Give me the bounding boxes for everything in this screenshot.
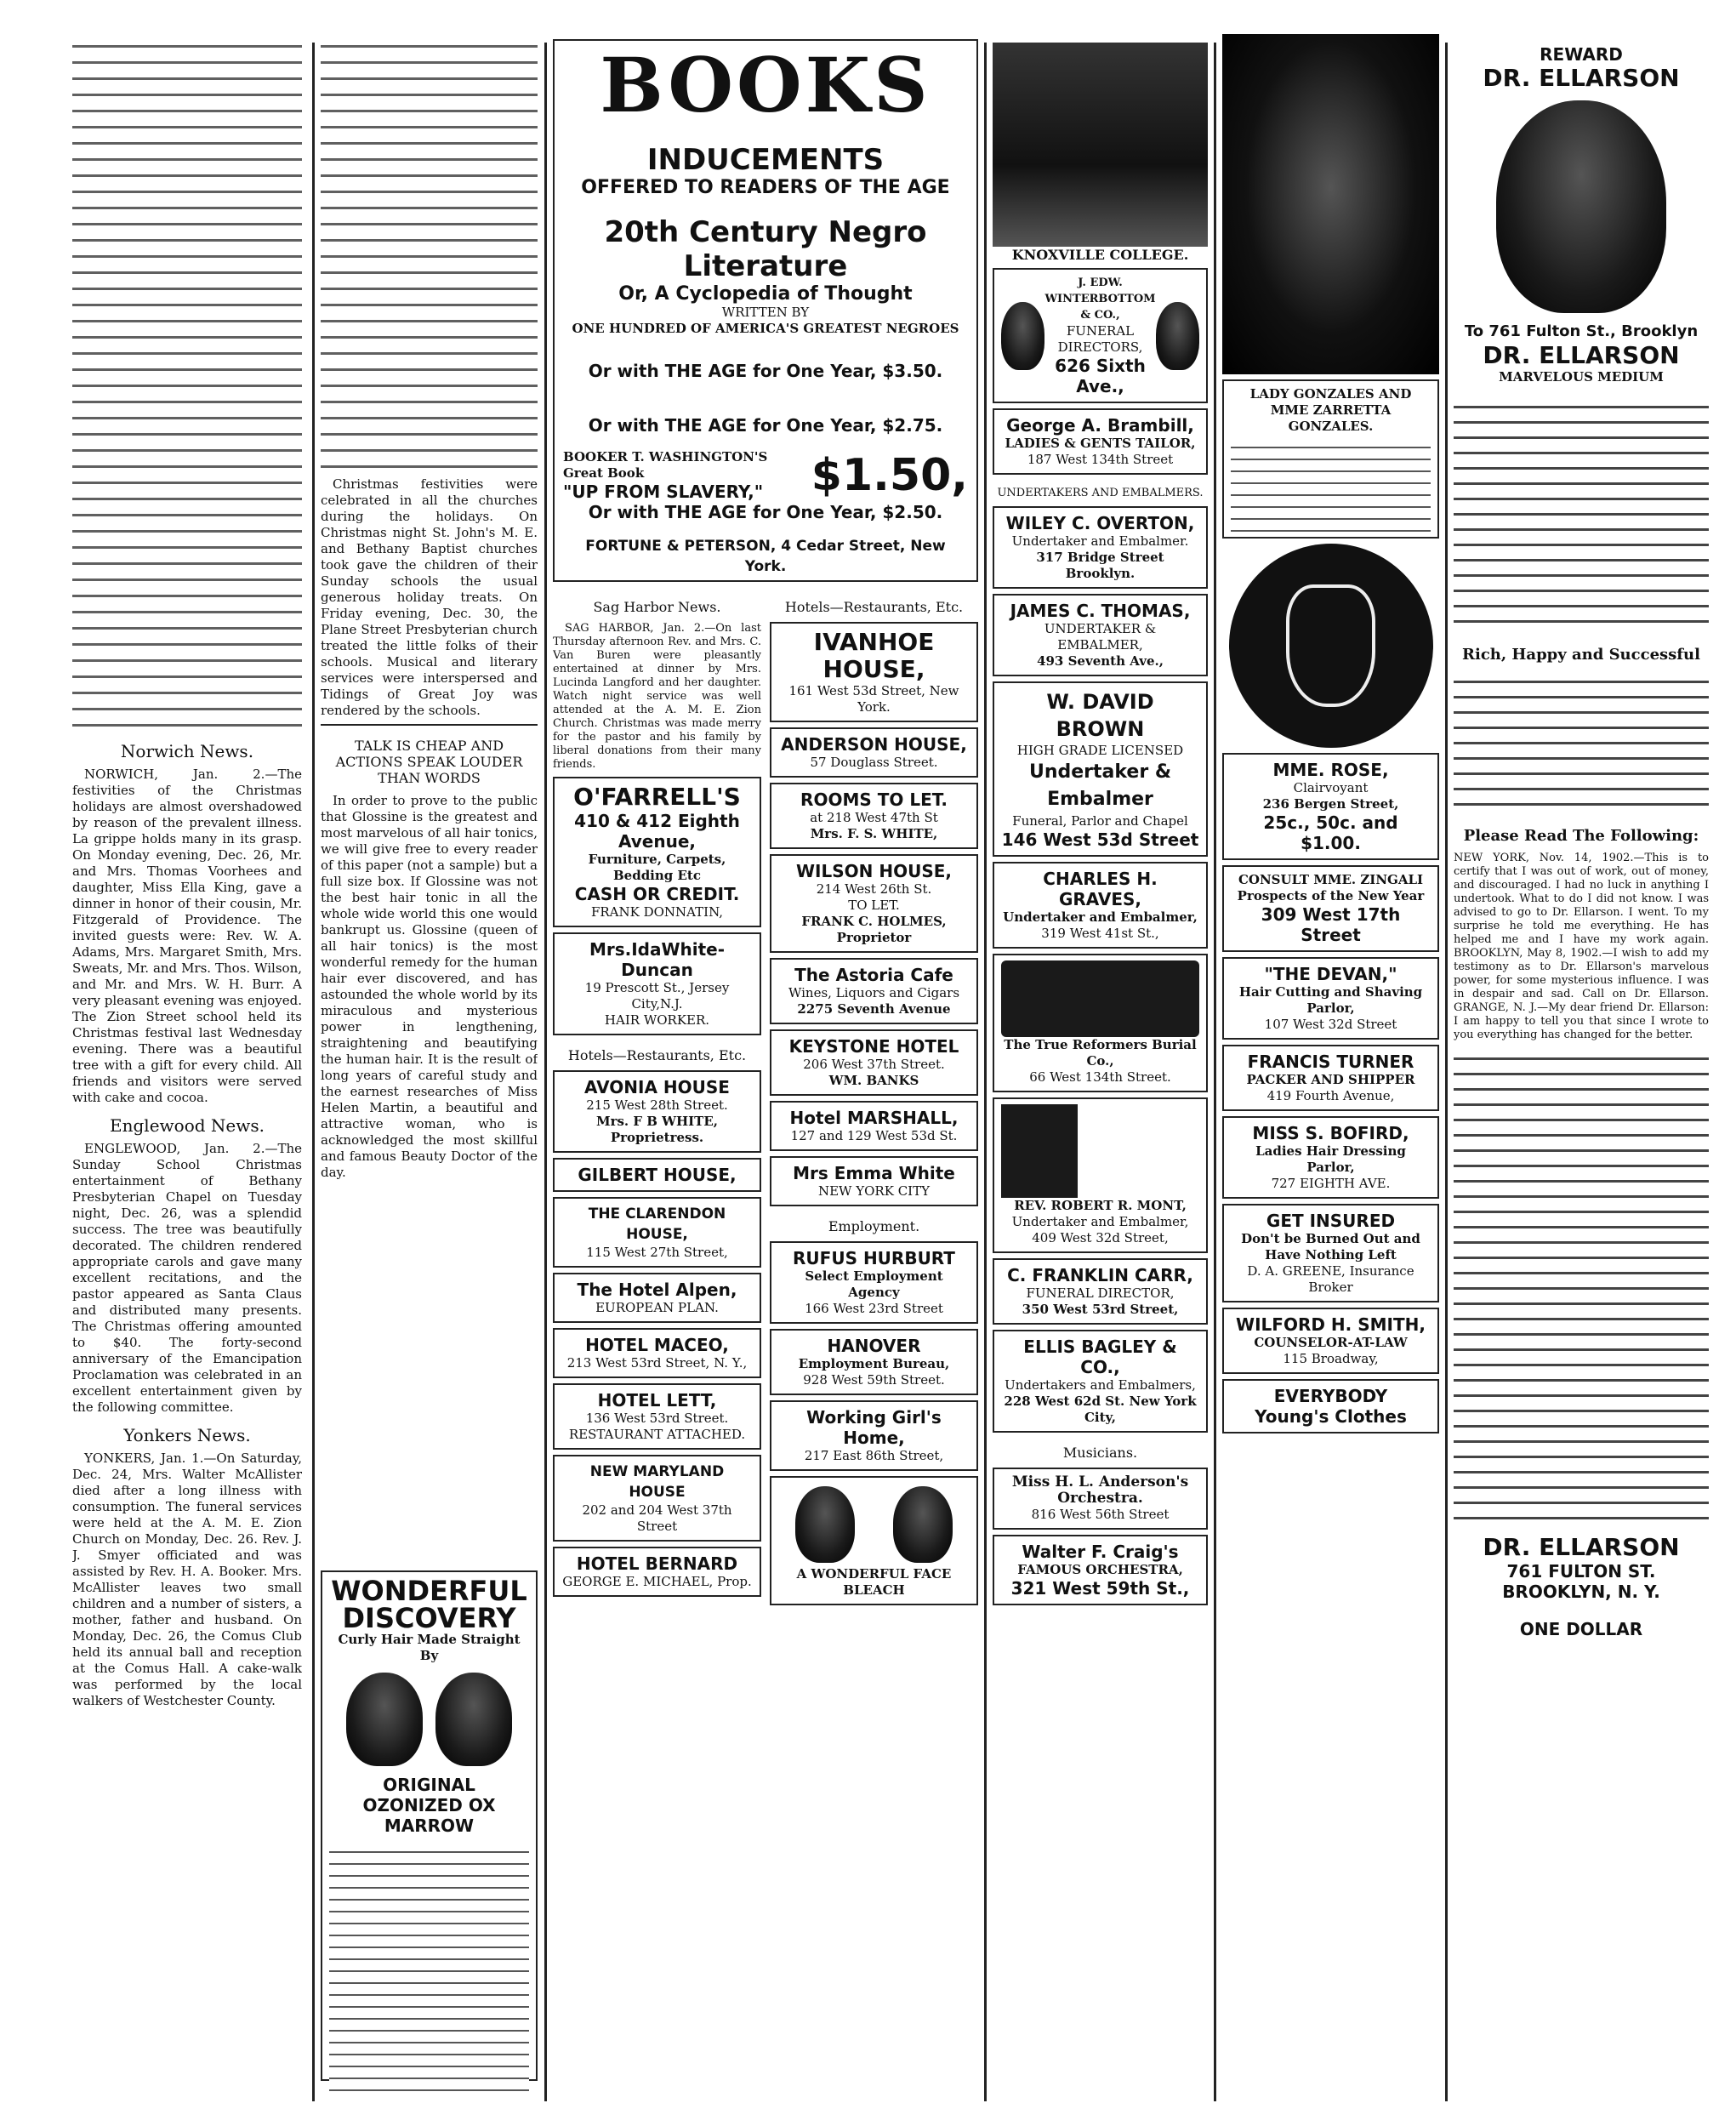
keystone-addr: 206 West 37th Street. xyxy=(803,1057,945,1072)
thomas-ad xyxy=(993,594,1208,676)
rose-ad xyxy=(1222,753,1439,860)
maceo-name: HOTEL MACEO, xyxy=(585,1335,729,1355)
clarendon-ad xyxy=(553,1197,761,1268)
englewood-article: ENGLEWOOD, Jan. 2.—The Sunday School Christmas entertainment of Bethany Presbyterian Chapel on Tuesday night, Dec. 26, was a splendid success. The tree was beautifully decorated. The children rendered appropriate carols and gave many excellent recitations, and the pastor appeared as Santa Claus and distributed many presents. The Christmas offering amounted to $40. The forty-second anniversary of the Emancipation Proclamation was celebrated in an excellent entertainment given by the following committee. xyxy=(72,1141,302,1415)
ofarrell-goods: Furniture, Carpets, Bedding Etc xyxy=(588,852,726,883)
column-1 xyxy=(72,34,302,2110)
white-ad xyxy=(770,1156,978,1206)
wilson-let: TO LET. xyxy=(848,898,900,913)
turner-addr: 419 Fourth Avenue, xyxy=(1266,1088,1395,1103)
lett-addr: 136 West 53rd Street. xyxy=(585,1411,729,1426)
wilson-name: WILSON HOUSE, xyxy=(796,861,952,881)
undertakers-heading: UNDERTAKERS AND EMBALMERS. xyxy=(997,487,1204,499)
carr-ad xyxy=(993,1258,1208,1325)
reward-label: REWARD xyxy=(1540,44,1623,65)
lett-ad xyxy=(553,1383,761,1450)
bagley-sub: Undertakers and Embalmers, xyxy=(1005,1377,1196,1393)
zingali-ad xyxy=(1222,865,1439,952)
craig-sub: FAMOUS ORCHESTRA, xyxy=(1017,1562,1183,1577)
overton-name: WILEY C. OVERTON, xyxy=(1005,513,1195,533)
illegible-article xyxy=(321,34,538,476)
ellarson-portrait xyxy=(1496,100,1666,313)
clarendon-addr: 115 West 27th Street, xyxy=(586,1245,728,1260)
rooms-heading: ROOMS TO LET. xyxy=(800,789,948,810)
bernard-name: HOTEL BERNARD xyxy=(576,1553,738,1574)
yonkers-article: YONKERS, Jan. 1.—On Saturday, Dec. 24, Mrs. Walter McAllister died after a long illness with consumption. The funeral services were held at the A. M. E. Zion Church on Monday, Dec. 26. Rev. J. J. Smyer officiated and was assisted by Rev. H. A. Booker. Mrs. McAllister leaves two small children and a number of sisters, a mother, father and husband. On Monday, Dec. 26, the Comus Club held its annual ball and reception at the Comus Hall. A cake-walk was performed by the local walkers of Westchester County. xyxy=(72,1451,302,1708)
testimonials-continued xyxy=(1454,1047,1709,1524)
brown-ad xyxy=(993,681,1208,857)
column-rule xyxy=(312,43,315,2101)
ofarrell-addr: 410 & 412 Eighth Avenue, xyxy=(574,811,740,852)
graves-ad xyxy=(993,862,1208,949)
inducements: INDUCEMENTS xyxy=(646,143,885,177)
craig-ad xyxy=(993,1535,1208,1605)
white-addr: NEW YORK CITY xyxy=(817,1183,931,1199)
marshall-addr: 127 and 129 West 53d St. xyxy=(790,1128,958,1143)
gilbert-ad xyxy=(553,1158,761,1192)
discovery-product-1: ORIGINAL xyxy=(383,1775,475,1795)
turner-ad xyxy=(1222,1045,1439,1111)
gonzales-fine-print xyxy=(1231,438,1431,532)
rooms-addr: at 218 West 47th St xyxy=(810,810,938,825)
zingali-addr: 309 West 17th Street xyxy=(1261,904,1401,945)
wilson-ad xyxy=(770,854,978,953)
keystone-prop: WM. BANKS xyxy=(828,1073,919,1088)
carr-name: C. FRANKLIN CARR, xyxy=(1007,1265,1193,1285)
bleach-portrait-1 xyxy=(795,1486,855,1563)
please-read-heading: Please Read The Following: xyxy=(1463,827,1699,845)
literature-sub: Or, A Cyclopedia of Thought xyxy=(618,283,913,305)
discovery-title-1: WONDERFUL xyxy=(331,1575,527,1607)
bottom-addr: 761 FULTON ST. xyxy=(1506,1561,1656,1582)
rooms-prop: Mrs. F. S. WHITE, xyxy=(810,826,938,841)
brown-name: W. DAVID BROWN xyxy=(1046,690,1154,741)
smith-addr: 115 Broadway, xyxy=(1283,1351,1379,1366)
overton-sub: Undertaker and Embalmer. xyxy=(1011,533,1189,549)
maceo-addr: 213 West 53rd Street, N. Y., xyxy=(566,1355,748,1371)
rose-addr: 236 Bergen Street, xyxy=(1262,796,1399,812)
btw-book: BOOKER T. WASHINGTON'S Great Book xyxy=(563,449,768,481)
maceo-ad xyxy=(553,1328,761,1378)
orchestra-addr: 816 West 56th Street xyxy=(1031,1507,1170,1522)
after-portrait xyxy=(435,1673,512,1766)
marshall-ad xyxy=(770,1101,978,1151)
literature-title: 20th Century Negro Literature xyxy=(604,215,927,283)
sag-heading: Sag Harbor News. xyxy=(593,599,721,615)
brown-licensed: HIGH GRADE LICENSED xyxy=(1016,743,1184,758)
moved-notice: To 761 Fulton St., Brooklyn xyxy=(1464,322,1699,340)
bleach-portrait-2 xyxy=(893,1486,953,1563)
keystone-ad xyxy=(770,1029,978,1096)
keystone-name: KEYSTONE HOTEL xyxy=(788,1036,959,1057)
mont-sub: Undertaker and Embalmer, xyxy=(1011,1214,1189,1229)
winterbottom-ad xyxy=(993,268,1208,403)
ellarson-name-mid: DR. ELLARSON xyxy=(1483,341,1680,369)
bottom-city: BROOKLYN, N. Y. xyxy=(1502,1582,1660,1602)
brambill-name: George A. Brambill, xyxy=(1006,415,1194,436)
craig-name: Walter F. Craig's xyxy=(1022,1542,1179,1562)
youngs-ad xyxy=(1222,1379,1439,1433)
portrait-left xyxy=(1001,302,1044,370)
column-rule xyxy=(1214,43,1216,2101)
ellarson-top-ad xyxy=(1454,39,1709,390)
portrait-right xyxy=(1156,302,1199,370)
maryland-name: NEW MARYLAND HOUSE xyxy=(589,1463,725,1501)
overton-addr: 317 Bridge Street Brooklyn. xyxy=(1036,550,1164,581)
ofarrell-name: O'FARRELL'S xyxy=(573,783,741,811)
anderson-ad xyxy=(770,727,978,778)
hurburt-ad xyxy=(770,1241,978,1324)
book-price: $1.50, xyxy=(811,450,968,501)
hanover-ad xyxy=(770,1329,978,1395)
discovery-title-2: DISCOVERY xyxy=(342,1602,516,1634)
illegible-article xyxy=(72,34,302,732)
working-ad xyxy=(770,1400,978,1471)
astoria-sub: Wines, Liquors and Cigars xyxy=(788,985,960,1000)
glossine-article: In order to prove to the public that Glossine is the greatest and most marvelous of all hair tonics, we will give free to every reader of this paper (not a sample) but a full size box. If Glossine was not the best hair tonic in all the whole wide world this one would bankrupt us. Glossine (queen of all hair tonics) is the most wonderful remedy for the human hair ever discovered, and has astounded the whole world by its miraculous and mysterious power in lengthening, straightening and beautifying the human hair. It is the result of long years of careful study and the earnest researches of Miss Helen Martin, a beautiful and attractive woman, who is acknowledged the most skillful and famous Beauty Doctor of the day. xyxy=(321,793,538,1180)
brambill-addr: 187 West 134th Street xyxy=(1027,452,1174,467)
youngs-clothes: Young's Clothes xyxy=(1255,1406,1407,1427)
winterbottom-name: J. EDW. WINTERBOTTOM & CO., xyxy=(1044,276,1156,322)
bofird-sub: Ladies Hair Dressing Parlor, xyxy=(1255,1143,1406,1175)
bagley-ad xyxy=(993,1330,1208,1433)
bernard-ad xyxy=(553,1547,761,1597)
mont-ad xyxy=(993,1097,1208,1253)
turner-sub: PACKER AND SHIPPER xyxy=(1246,1072,1415,1087)
ivanhoe-addr: 161 West 53d Street, New York. xyxy=(788,683,959,715)
publisher: FORTUNE & PETERSON, 4 Cedar Street, New York. xyxy=(585,538,946,575)
written-by: WRITTEN BY xyxy=(721,305,810,320)
graves-addr: 319 West 41st St., xyxy=(1041,926,1159,941)
gilbert-name: GILBERT HOUSE, xyxy=(578,1165,737,1185)
column-2 xyxy=(321,34,538,2110)
duncan-name: Mrs.IdaWhite-Duncan xyxy=(589,939,726,980)
smith-name: WILFORD H. SMITH, xyxy=(1236,1314,1426,1335)
insured-ad xyxy=(1222,1204,1439,1302)
medium-label: MARVELOUS MEDIUM xyxy=(1499,369,1664,385)
lett-rest: RESTAURANT ATTACHED. xyxy=(568,1427,746,1442)
ellarson-bottom-ad xyxy=(1454,1529,1709,1644)
alpen-plan: EUROPEAN PLAN. xyxy=(595,1300,719,1315)
anderson-addr: 57 Douglass Street. xyxy=(810,755,938,770)
musicians-heading: Musicians. xyxy=(1062,1445,1138,1461)
gonzales-ad xyxy=(1222,379,1439,539)
insured-sub: Don't be Burned Out and Have Nothing Left xyxy=(1241,1231,1420,1262)
column-rule xyxy=(544,43,547,2101)
reformers-ad xyxy=(993,954,1208,1092)
palm-icon xyxy=(1229,544,1433,748)
winterbottom-addr: 626 Sixth Ave., xyxy=(1055,356,1146,396)
discovery-ad xyxy=(321,1570,538,2081)
thomas-name: JAMES C. THOMAS, xyxy=(1010,601,1191,621)
bofird-ad xyxy=(1222,1116,1439,1199)
reformers-name: The True Reformers Burial Co., xyxy=(1004,1037,1197,1069)
hurburt-addr: 166 West 23rd Street xyxy=(805,1301,943,1316)
norwich-heading: Norwich News. xyxy=(120,741,254,761)
overton-ad xyxy=(993,506,1208,589)
rich-article xyxy=(1454,670,1709,815)
brown-addr: 146 West 53d Street xyxy=(1001,829,1199,850)
working-addr: 217 East 86th Street, xyxy=(804,1448,944,1463)
ivanhoe-name: IVANHOE HOUSE, xyxy=(813,628,935,683)
smith-ad xyxy=(1222,1308,1439,1374)
column-rule xyxy=(1445,43,1448,2101)
one-dollar: ONE DOLLAR xyxy=(1519,1619,1643,1639)
offer-3: Or with THE AGE for One Year, $2.50. xyxy=(588,502,943,522)
bernard-prop: GEORGE E. MICHAEL, Prop. xyxy=(562,1574,752,1589)
ofarrell-cash: CASH OR CREDIT. xyxy=(574,884,740,904)
before-portrait xyxy=(346,1673,423,1766)
craig-addr: 321 West 59th St., xyxy=(1010,1578,1190,1599)
hanover-addr: 928 West 59th Street. xyxy=(803,1372,945,1388)
sag-article: SAG HARBOR, Jan. 2.—On last Thursday afternoon Rev. and Mrs. C. Van Buren were pleasantly entertained at dinner by Mrs. Lucinda Langford and her daughter. Watch night service was well attended at the A. M. E. Zion Church. Christmas was made merry for the pastor and his family by liberal donations from their many friends. xyxy=(553,622,761,771)
thomas-addr: 493 Seventh Ave., xyxy=(1037,653,1164,669)
alpen-ad xyxy=(553,1273,761,1323)
wilson-prop: FRANK C. HOLMES, Proprietor xyxy=(801,914,947,945)
graves-sub: Undertaker and Embalmer, xyxy=(1003,909,1198,925)
slavery-title: "UP FROM SLAVERY," xyxy=(563,482,764,502)
greene-name: D. A. GREENE, Insurance Broker xyxy=(1247,1263,1414,1295)
winterbottom-sub: FUNERAL DIRECTORS, xyxy=(1057,323,1143,355)
zingali-name: CONSULT MME. ZINGALI xyxy=(1238,872,1424,887)
hearse-image xyxy=(1001,960,1199,1037)
astoria-ad xyxy=(770,958,978,1024)
rose-sub: Clairvoyant xyxy=(1293,780,1369,795)
brambill-sub: LADIES & GENTS TAILOR, xyxy=(1005,436,1196,451)
avonia-name: AVONIA HOUSE xyxy=(584,1077,730,1097)
employment-heading: Employment. xyxy=(828,1218,920,1234)
duncan-ad xyxy=(553,932,761,1035)
ofarrell-ad xyxy=(553,777,761,927)
column-3 xyxy=(553,34,978,2110)
college-caption: KNOXVILLE COLLEGE. xyxy=(1011,247,1189,263)
books-title: BOOKS xyxy=(600,41,931,129)
rich-heading: Rich, Happy and Successful xyxy=(1462,646,1700,664)
orchestra-ad xyxy=(993,1468,1208,1530)
yonkers-heading: Yonkers News. xyxy=(123,1425,251,1445)
discovery-fine-print xyxy=(329,1843,529,2098)
ellarson-article xyxy=(1454,396,1709,634)
astoria-name: The Astoria Cafe xyxy=(794,965,953,985)
marshall-name: Hotel MARSHALL, xyxy=(789,1108,959,1128)
college-photo xyxy=(993,43,1208,247)
norwich-article: NORWICH, Jan. 2.—The festivities of the Christmas holidays are almost overshadowed by reason of the prevalent illness. La grippe holds many in its grasp. On Monday evening, Dec. 26, Mr. and Mrs. Thomas Voorhees and daughter, Miss Ella King, gave a dinner in honor of their cousin, Mr. Fitzgerald of Providence. The invited guests were: Rev. W. A. Adams, Mrs. Margaret Smith, Mrs. Sweats, Mr. and Mrs. Thos. Wilson, and Mr. and Mrs. W. H. Burr. A very pleasant evening was enjoyed. The Zion Street school held its Christmas festival last Wednesday evening. There was a beautiful tree with a gift for every child. All friends and visitors were served with cake and cocoa. xyxy=(72,767,302,1105)
ellarson-name-bottom: DR. ELLARSON xyxy=(1483,1533,1680,1561)
offer-2: Or with THE AGE for One Year, $2.75. xyxy=(588,415,943,436)
thomas-sub: UNDERTAKER & EMBALMER, xyxy=(1044,621,1157,653)
devan-name: "THE DEVAN," xyxy=(1264,964,1397,984)
one-hundred: ONE HUNDRED OF AMERICA'S GREATEST NEGROES xyxy=(572,321,959,336)
maryland-ad xyxy=(553,1455,761,1542)
bofird-name: MISS S. BOFIRD, xyxy=(1252,1123,1409,1143)
brown-sub: Undertaker & Embalmer xyxy=(1028,761,1172,810)
avonia-addr: 215 West 28th Street. xyxy=(586,1097,728,1113)
graves-name: CHARLES H. GRAVES, xyxy=(1043,869,1158,909)
bofird-addr: 727 EIGHTH AVE. xyxy=(1271,1176,1391,1191)
testimonials: NEW YORK, Nov. 14, 1902.—This is to certify that I was out of work, out of money, and discouraged. I had no luck in anything I undertook. What to do I did not know. I was advised to go to Dr. Ellarson. I went. To my surprise he told me everything. He has helped me and I have my work again. BROOKLYN, May 8, 1902.—I wish to add my testimony as to Dr. Ellarson's marvelous power, for some mysterious influence. I was in despair and sad. Call on Dr. Ellarson. GRANGE, N. J.—My dear friend Dr. Ellarson: I am happy to tell you that since I wrote to you everything has changed for the better. xyxy=(1454,852,1709,1041)
bagley-addr: 228 West 62d St. New York City, xyxy=(1004,1394,1197,1425)
devan-addr: 107 West 32d Street xyxy=(1264,1017,1397,1032)
mont-name: REV. ROBERT R. MONT, xyxy=(1014,1198,1187,1213)
zingali-sub: Prospects of the New Year xyxy=(1237,888,1425,903)
holiday-article: Christmas festivities were celebrated in all the churches during the holidays. On Christmas night St. John's M. E. and Bethany Baptist churches took gave the children of their Sunday schools the usual generous holiday treats. On Friday evening, Dec. 30, the Plane Street Presbyterian church treated the little folks of their schools. Musical and literary services were interspersed and Tidings of Great Joy was rendered by the schools. xyxy=(321,476,538,718)
bleach-text: A WONDERFUL FACE BLEACH xyxy=(796,1566,952,1598)
hanover-sub: Employment Bureau, xyxy=(798,1356,950,1371)
rose-name: MME. ROSE, xyxy=(1272,760,1389,780)
englewood-heading: Englewood News. xyxy=(110,1115,265,1136)
ivanhoe-ad xyxy=(770,622,978,722)
glossine-heading: TALK IS CHEAP AND ACTIONS SPEAK LOUDER THAN WORDS xyxy=(335,738,523,786)
bleach-ad xyxy=(770,1476,978,1605)
portrait-photo xyxy=(1222,34,1439,374)
carr-sub: FUNERAL DIRECTOR, xyxy=(1026,1285,1175,1301)
column-6 xyxy=(1222,34,1439,2110)
newspaper-page xyxy=(72,34,1714,2110)
discovery-sub: Curly Hair Made Straight By xyxy=(338,1632,521,1663)
alpen-name: The Hotel Alpen, xyxy=(577,1280,737,1300)
mont-addr: 409 West 32d Street, xyxy=(1032,1230,1169,1245)
clarendon-name: THE CLARENDON HOUSE, xyxy=(588,1205,726,1243)
anderson-name: ANDERSON HOUSE, xyxy=(781,734,967,755)
avonia-prop: Mrs. F B WHITE, Proprietress. xyxy=(595,1114,719,1145)
ellarson-name-top: DR. ELLARSON xyxy=(1483,64,1680,92)
hotels-heading-2: Hotels—Restaurants, Etc. xyxy=(784,599,964,615)
discovery-product-2: OZONIZED OX MARROW xyxy=(362,1795,496,1836)
turner-name: FRANCIS TURNER xyxy=(1247,1052,1414,1072)
hotels-heading: Hotels—Restaurants, Etc. xyxy=(567,1047,747,1063)
bagley-name: ELLIS BAGLEY & CO., xyxy=(1023,1337,1177,1377)
working-name: Working Girl's Home, xyxy=(806,1407,942,1448)
orchestra-name: Miss H. L. Anderson's Orchestra. xyxy=(1011,1473,1189,1507)
duncan-trade: HAIR WORKER. xyxy=(604,1012,710,1028)
hanover-name: HANOVER xyxy=(827,1336,921,1356)
offer-1: Or with THE AGE for One Year, $3.50. xyxy=(588,361,943,381)
rose-fees: 25c., 50c. and $1.00. xyxy=(1263,812,1398,853)
maryland-addr: 202 and 204 West 37th Street xyxy=(582,1502,732,1534)
offered: OFFERED TO READERS OF THE AGE xyxy=(581,177,950,198)
column-7 xyxy=(1454,34,1709,2110)
lett-name: HOTEL LETT, xyxy=(597,1390,717,1411)
avonia-ad xyxy=(553,1070,761,1153)
white-name: Mrs Emma White xyxy=(793,1163,955,1183)
gonzales-name: LADY GONZALES AND MME ZARRETTA GONZALES. xyxy=(1249,386,1412,434)
divider xyxy=(321,724,538,726)
column-5 xyxy=(993,34,1208,2110)
mont-portrait xyxy=(1001,1104,1078,1198)
brown-parlor: Funeral, Parlor and Chapel xyxy=(1012,813,1188,829)
insured-heading: GET INSURED xyxy=(1266,1211,1396,1231)
astoria-addr: 2275 Seventh Avenue xyxy=(797,1001,951,1017)
devan-ad xyxy=(1222,957,1439,1040)
duncan-addr: 19 Prescott St., Jersey City,N.J. xyxy=(584,980,730,1012)
column-rule xyxy=(984,43,987,2101)
rooms-ad xyxy=(770,783,978,849)
carr-addr: 350 West 53rd Street, xyxy=(1022,1302,1179,1317)
hurburt-name: RUFUS HURBURT xyxy=(793,1248,955,1268)
everybody: EVERYBODY xyxy=(1273,1386,1388,1406)
devan-sub: Hair Cutting and Shaving Parlor, xyxy=(1238,984,1423,1016)
hurburt-sub: Select Employment Agency xyxy=(805,1268,943,1300)
ofarrell-prop: FRANK DONNATIN, xyxy=(590,904,724,920)
reformers-addr: 66 West 134th Street. xyxy=(1029,1069,1171,1085)
brambill-ad xyxy=(993,408,1208,475)
books-ad xyxy=(553,39,978,582)
wilson-addr: 214 West 26th St. xyxy=(816,881,932,897)
smith-sub: COUNSELOR-AT-LAW xyxy=(1254,1335,1408,1350)
